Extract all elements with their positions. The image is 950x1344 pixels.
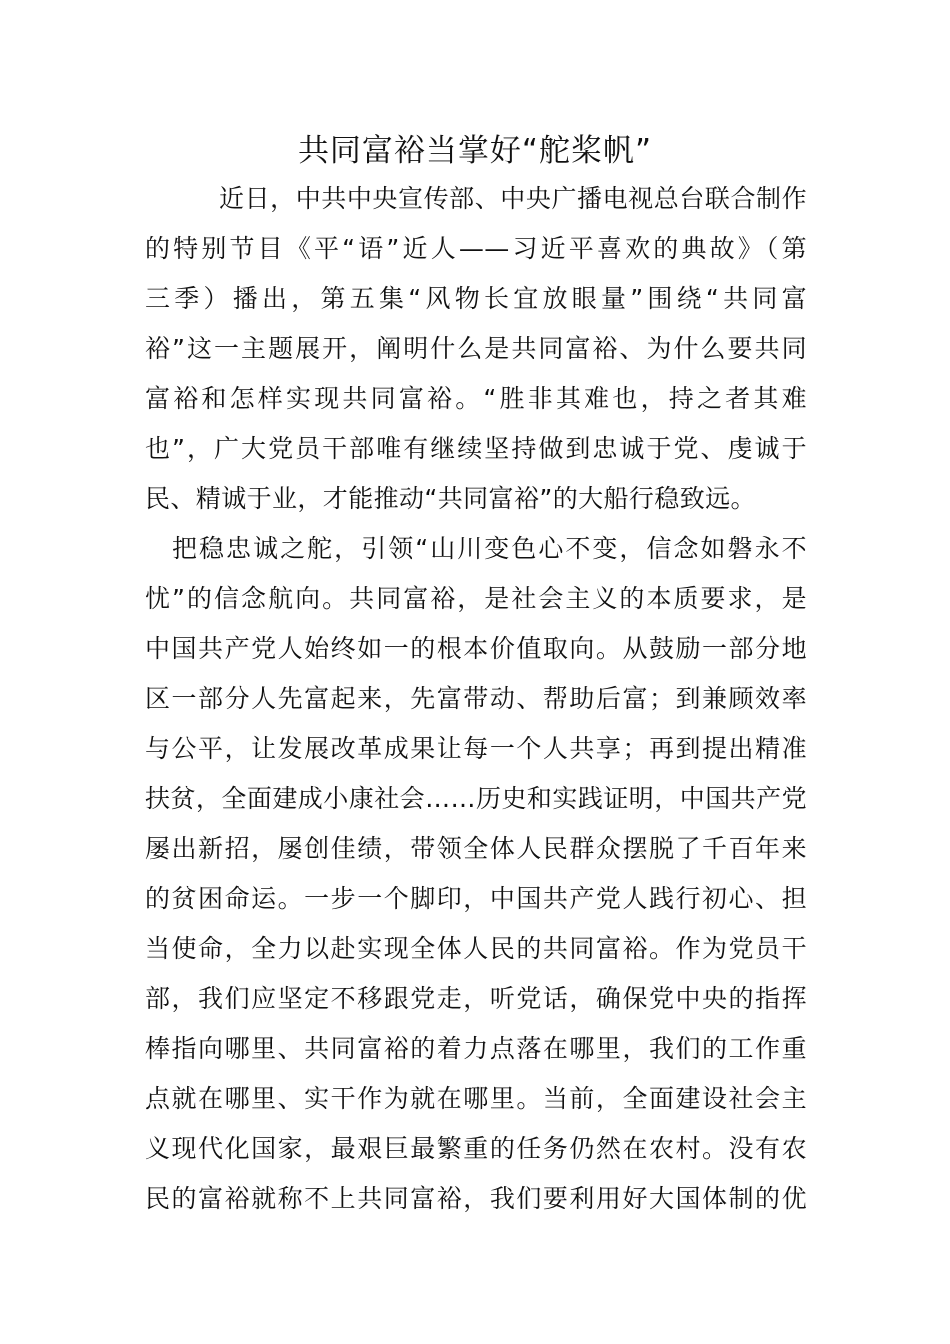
paragraph-line: 屡出新招，屡创佳绩，带领全体人民群众摆脱了千百年来 <box>145 834 807 863</box>
paragraph-line: 近日，中共中央宣传部、中央广播电视总台联合制作 <box>219 184 807 213</box>
paragraph-line: 与公平，让发展改革成果让每一个人共享；再到提出精准 <box>145 734 807 763</box>
paragraph-line: 民的富裕就称不上共同富裕，我们要利用好大国体制的优 <box>145 1184 807 1213</box>
paragraph-line: 把稳忠诚之舵，引领“山川变色心不变，信念如磐永不 <box>172 534 807 563</box>
paragraph-line: 的贫困命运。一步一个脚印，中国共产党人践行初心、担 <box>145 884 807 913</box>
paragraph-line: 棒指向哪里、共同富裕的着力点落在哪里，我们的工作重 <box>145 1034 807 1063</box>
paragraph-line: 民、精诚于业，才能推动“共同富裕”的大船行稳致远。 <box>145 484 756 513</box>
paragraph-line: 三季）播出，第五集“风物长宜放眼量”围绕“共同富 <box>145 284 807 313</box>
paragraph-line: 部，我们应坚定不移跟党走，听党话，确保党中央的指挥 <box>145 984 807 1013</box>
paragraph-line: 扶贫，全面建成小康社会……历史和实践证明，中国共产党 <box>145 784 807 813</box>
paragraph-line: 忧”的信念航向。共同富裕，是社会主义的本质要求，是 <box>145 584 807 613</box>
paragraph-line: 也”，广大党员干部唯有继续坚持做到忠诚于党、虔诚于 <box>145 434 807 463</box>
paragraph-line: 富裕和怎样实现共同富裕。“胜非其难也，持之者其难 <box>145 384 807 413</box>
document-title: 共同富裕当掌好“舵桨帆” <box>297 133 653 169</box>
paragraph-line: 的特别节目《平“语”近人——习近平喜欢的典故》（第 <box>145 234 807 263</box>
paragraph-line: 中国共产党人始终如一的根本价值取向。从鼓励一部分地 <box>145 634 807 663</box>
paragraph-line: 点就在哪里、实干作为就在哪里。当前，全面建设社会主 <box>145 1084 807 1113</box>
paragraph-line: 区一部分人先富起来，先富带动、帮助后富；到兼顾效率 <box>145 684 807 713</box>
paragraph-line: 义现代化国家，最艰巨最繁重的任务仍然在农村。没有农 <box>145 1134 807 1163</box>
paragraph-line: 当使命，全力以赴实现全体人民的共同富裕。作为党员干 <box>145 934 807 963</box>
paragraph-line: 裕”这一主题展开，阐明什么是共同富裕、为什么要共同 <box>145 334 807 363</box>
